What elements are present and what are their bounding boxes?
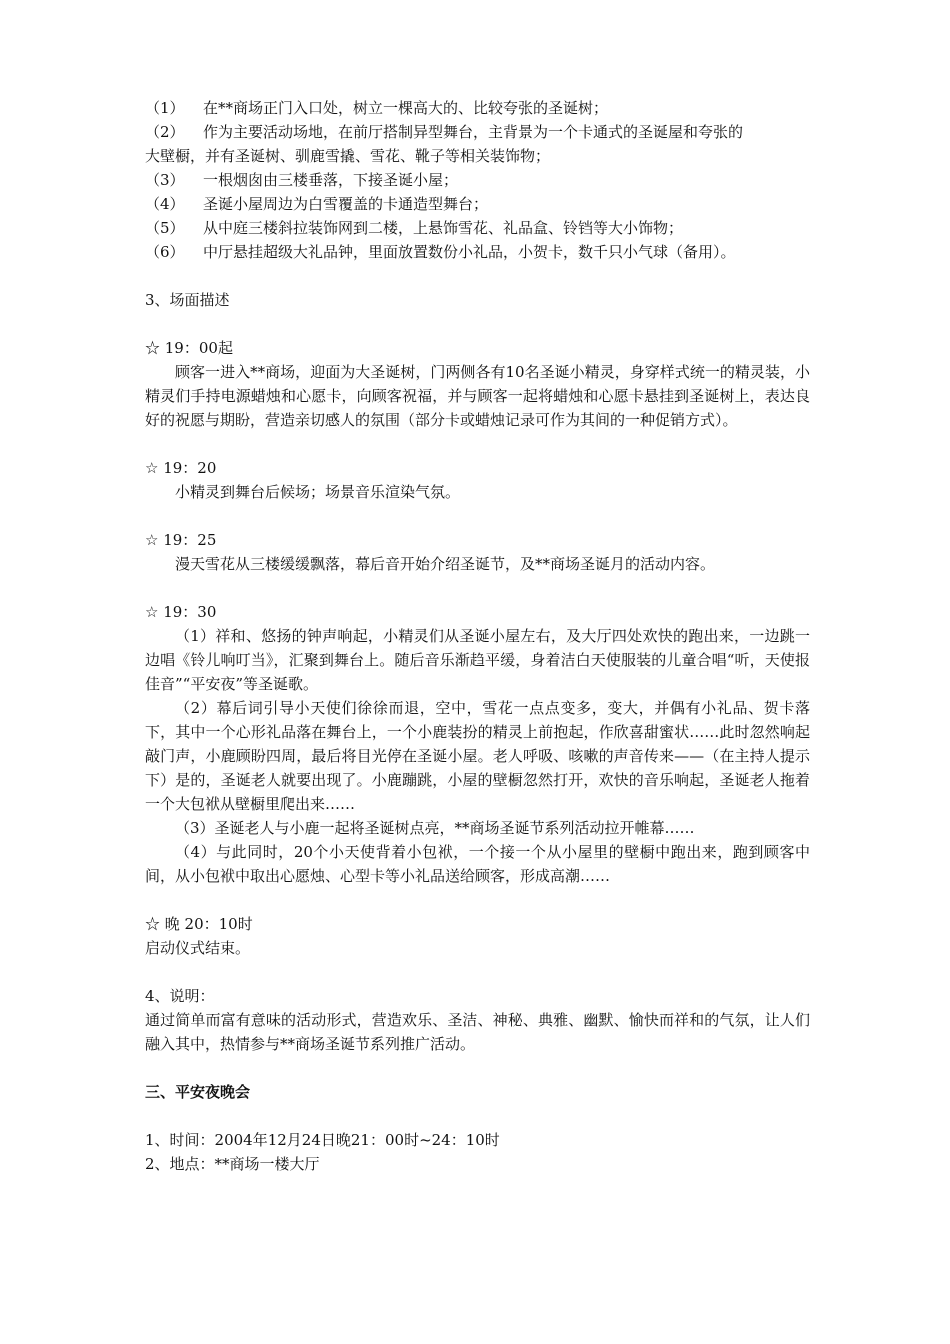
paragraph: （4）与此同时，20个小天使背着小包袱，一个接一个从小屋里的壁橱中跑出来，跑到顾客中间，从小包袱中取出心愿烛、心型卡等小礼品送给顾客，形成高潮…… (145, 843, 810, 885)
list-number: （6） (145, 243, 185, 261)
list-item (145, 168, 810, 192)
time-heading: ☆ 19：20 (145, 459, 217, 477)
time-heading: ☆ 19：25 (145, 531, 217, 549)
list-item (145, 96, 810, 120)
list-number: （4） (145, 195, 185, 213)
section-heading-note: 4、说明： (145, 987, 215, 1005)
list-number: （2） (145, 123, 185, 141)
event-time: 1、时间：2004年12月24日晚21：00时~24：10时 (145, 1131, 500, 1149)
paragraph: （2）幕后词引导小天使们徐徐而退，空中，雪花一点点变多，变大，并偶有小礼品、贺卡落下，其中一个心形礼品落在舞台上，一个小鹿装扮的精灵上前抱起，作欣喜甜蜜状……此时忽然响起敲门声，小鹿顾盼四周，最后将目光停在圣诞小屋。老人呼吸、咳嗽的声音传来——（在主持人提示下）是的，圣诞老人就要出现了。小鹿蹦跳，小屋的壁橱忽然打开，欢快的音乐响起，圣诞老人拖着一个大包袱从壁橱里爬出来…… (145, 699, 810, 813)
time-heading: ☆ 19：00起 (145, 339, 233, 357)
event-place: 2、地点：**商场一楼大厅 (145, 1155, 320, 1173)
list-item (145, 216, 810, 240)
list-continuation: 大壁橱，并有圣诞树、驯鹿雪撬、雪花、靴子等相关装饰物； (145, 147, 551, 165)
list-item (145, 120, 810, 144)
section-heading-scene: 3、场面描述 (145, 291, 230, 309)
paragraph: （3）圣诞老人与小鹿一起将圣诞树点亮，**商场圣诞节系列活动拉开帷幕…… (175, 819, 695, 837)
list-text: 圣诞小屋周边为白雪覆盖的卡通造型舞台； (203, 195, 489, 213)
paragraph: 漫天雪花从三楼缓缓飘落，幕后音开始介绍圣诞节，及**商场圣诞月的活动内容。 (175, 555, 716, 573)
paragraph: 小精灵到舞台后候场；场景音乐渲染气氛。 (175, 483, 461, 501)
list-text: 在**商场正门入口处，树立一棵高大的、比较夸张的圣诞树； (203, 99, 609, 117)
list-number: （1） (145, 99, 185, 117)
list-text: 作为主要活动场地，在前厅搭制异型舞台，主背景为一个卡通式的圣诞屋和夸张的 (203, 123, 744, 141)
paragraph: 通过简单而富有意味的活动形式，营造欢乐、圣洁、神秘、典雅、幽默、愉快而祥和的气氛，让人们融入其中，热情参与**商场圣诞节系列推广活动。 (145, 1011, 810, 1053)
list-text: 中厅悬挂超级大礼品钟，里面放置数份小礼品，小贺卡，数千只小气球（备用）。 (203, 243, 736, 261)
paragraph: 启动仪式结束。 (145, 939, 251, 957)
list-text: 从中庭三楼斜拉装饰网到二楼，上悬饰雪花、礼品盒、铃铛等大小饰物； (203, 219, 684, 237)
list-number: （3） (145, 171, 185, 189)
time-heading: ☆ 19：30 (145, 603, 217, 621)
document-page (145, 96, 810, 1176)
time-heading: ☆ 晚 20：10时 (145, 915, 253, 933)
list-text: 一根烟囱由三楼垂落，下接圣诞小屋； (203, 171, 459, 189)
list-item (145, 192, 810, 216)
list-item (145, 240, 810, 264)
paragraph: （1）祥和、悠扬的钟声响起，小精灵们从圣诞小屋左右，及大厅四处欢快的跑出来，一边跳一边唱《铃儿响叮当》，汇聚到舞台上。随后音乐渐趋平缓，身着洁白天使服装的儿童合唱“听，天使报佳音”“平安夜”等圣诞歌。 (145, 627, 810, 693)
paragraph: 顾客一进入**商场，迎面为大圣诞树，门两侧各有10名圣诞小精灵，身穿样式统一的精灵装，小精灵们手持电源蜡烛和心愿卡，向顾客祝福，并与顾客一起将蜡烛和心愿卡悬挂到圣诞树上，表达良好的祝愿与期盼，营造亲切感人的氛围（部分卡或蜡烛记录可作为其间的一种促销方式）。 (145, 363, 810, 429)
section-heading-eve-party: 三、平安夜晚会 (145, 1083, 251, 1101)
list-number: （5） (145, 219, 185, 237)
